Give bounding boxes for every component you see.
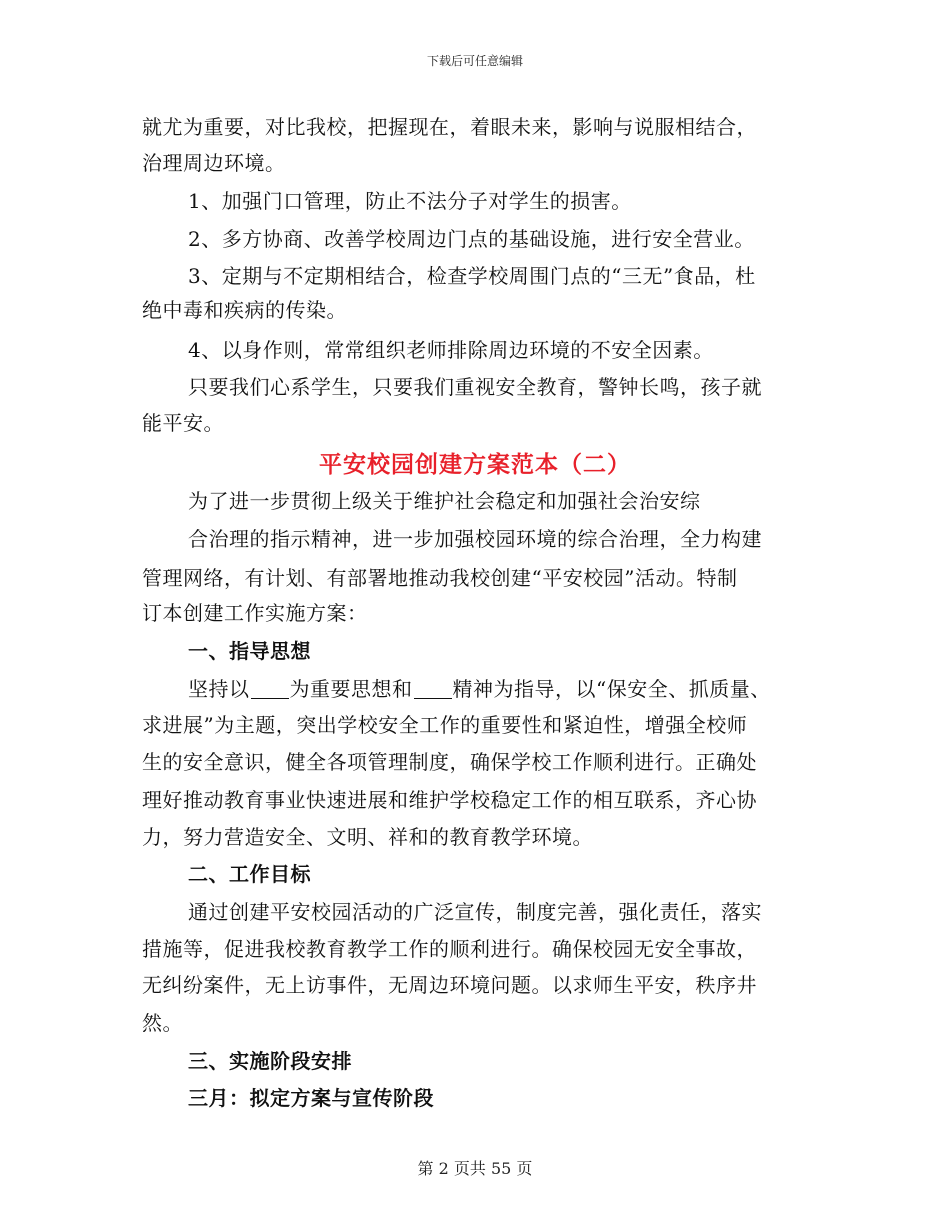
body-line bbox=[188, 674, 771, 704]
body-line: 就尤为重要，对比我校，把握现在，着眼未来，影响与说服相结合， bbox=[142, 115, 757, 139]
body-line: 为了进一步贯彻上级关于维护社会稳定和加强社会治安综 bbox=[188, 489, 701, 513]
body-line: 治理周边环境。 bbox=[142, 151, 286, 175]
body-line: 只要我们心系学生，只要我们重视安全教育，警钟长鸣，孩子就 bbox=[188, 375, 762, 399]
page-header: 下载后可任意编辑 bbox=[426, 54, 523, 68]
blank-underline bbox=[414, 678, 452, 699]
section-heading: 一、指导思想 bbox=[188, 639, 311, 663]
body-line: 措施等，促进我校教育教学工作的顺利进行。确保校园无安全事故， bbox=[142, 937, 757, 961]
body-line: 求进展”为主题，突出学校安全工作的重要性和紧迫性，增强全校师 bbox=[142, 713, 748, 737]
body-line: 合治理的指示精神，进一步加强校园环境的综合治理，全力构建 bbox=[188, 527, 762, 551]
body-line: 然。 bbox=[142, 1011, 183, 1035]
page-number: 第 2 页共 55 页 bbox=[417, 1159, 533, 1178]
body-line: 力，努力营造安全、文明、祥和的教育教学环境。 bbox=[142, 825, 593, 849]
body-line: 通过创建平安校园活动的广泛宣传，制度完善，强化责任，落实 bbox=[188, 900, 762, 924]
body-line: 订本创建工作实施方案： bbox=[142, 601, 368, 625]
document-title: 平安校园创建方案范本（二） bbox=[319, 451, 631, 478]
body-line: 绝中毒和疾病的传染。 bbox=[142, 298, 347, 322]
sub-heading: 三月：拟定方案与宣传阶段 bbox=[188, 1086, 434, 1110]
list-item: 4、以身作则，常常组织老师排除周边环境的不安全因素。 bbox=[188, 338, 714, 362]
list-item: 1、加强门口管理，防止不法分子对学生的损害。 bbox=[188, 189, 632, 213]
section-heading: 三、实施阶段安排 bbox=[188, 1049, 352, 1073]
body-line: 管理网络，有计划、有部署地推动我校创建“平安校园”活动。特制 bbox=[142, 566, 738, 590]
body-line: 生的安全意识，健全各项管理制度，确保学校工作顺利进行。正确处 bbox=[142, 750, 757, 774]
section-heading: 二、工作目标 bbox=[188, 862, 311, 886]
body-line: 能平安。 bbox=[142, 411, 224, 435]
text-segment: 为重要思想和 bbox=[289, 677, 413, 701]
body-line: 理好推动教育事业快速进展和维护学校稳定工作的相互联系，齐心协 bbox=[142, 788, 757, 812]
text-segment: 精神为指导，以“保安全、抓质量、 bbox=[452, 677, 771, 701]
list-item: 2、多方协商、改善学校周边门点的基础设施，进行安全营业。 bbox=[188, 227, 755, 251]
blank-underline bbox=[251, 678, 289, 699]
text-segment: 坚持以 bbox=[188, 677, 250, 701]
body-line: 无纠纷案件，无上访事件，无周边环境问题。以求师生平安，秩序井 bbox=[142, 973, 757, 997]
list-item: 3、定期与不定期相结合，检查学校周围门点的“三无”食品，杜 bbox=[188, 264, 756, 288]
